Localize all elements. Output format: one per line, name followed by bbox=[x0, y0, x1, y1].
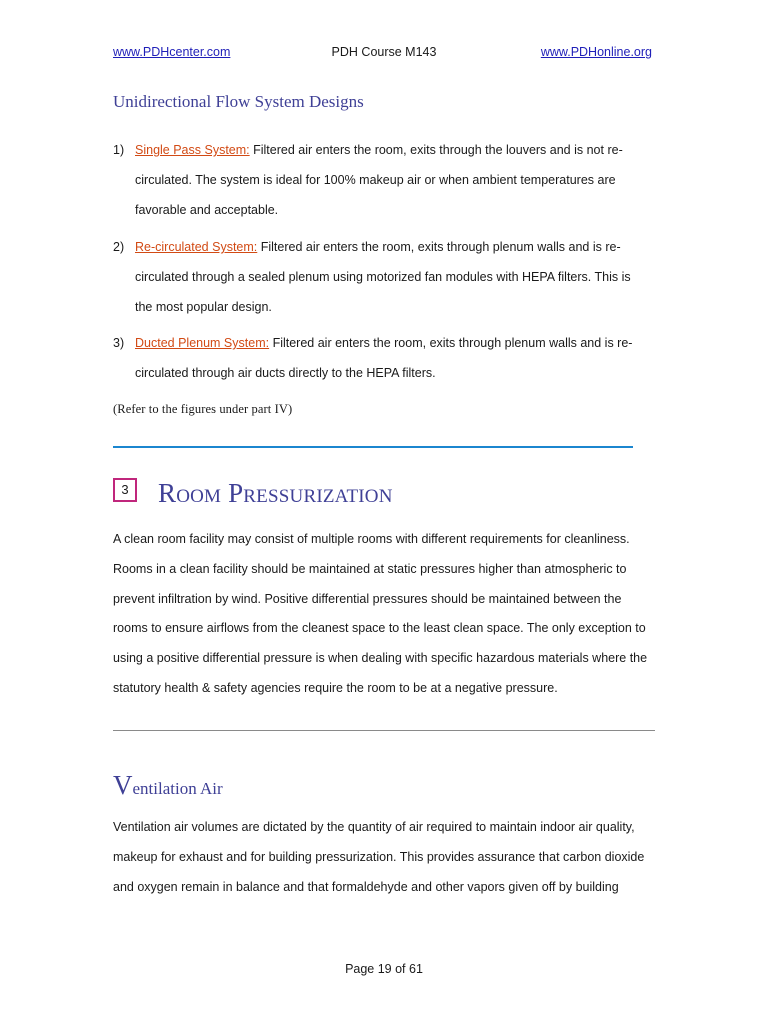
horizontal-divider bbox=[113, 730, 655, 731]
room-pressurization-heading: Room Pressurization bbox=[158, 478, 393, 508]
list-body bbox=[135, 232, 643, 322]
ventilation-air-heading bbox=[113, 770, 223, 801]
page-number: Page 19 of 61 bbox=[345, 962, 423, 976]
room-pressurization-paragraph: A clean room facility may consist of multiple rooms with different requirements for cleanliness. Rooms in a clean facility should be maintained at static pressures higher than atmospheric to prevent infiltration by wind. Positive differential pressures should be maintained between the rooms to ensure airflows from the cleanest space to the least clean space. The only exception to using a positive differential pressure is when dealing with specific hazardous materials where the statutory health & safety agencies require the room to be at a negative pressure. bbox=[113, 532, 648, 695]
list-item bbox=[113, 328, 643, 388]
list-term: Re-circulated System: bbox=[135, 240, 258, 254]
list-text: Filtered air enters the room, exits through plenum walls and is re-circulated through a sealed plenum using motorized fan modules with HEPA filters. This is the most popular design. bbox=[135, 240, 631, 314]
list-body bbox=[135, 135, 643, 225]
heading-rest: entilation Air bbox=[132, 779, 223, 798]
list-term: Single Pass System: bbox=[135, 143, 250, 157]
header-link-pdhonline[interactable] bbox=[541, 45, 652, 59]
section-number-badge: 3 bbox=[113, 478, 137, 502]
list-number: 1) bbox=[113, 143, 125, 157]
header-link-pdhcenter-text[interactable]: www.PDHcenter.com bbox=[113, 45, 231, 59]
figure-reference-note: (Refer to the figures under part IV) bbox=[113, 402, 293, 416]
list-text: Filtered air enters the room, exits through the louvers and is not re-circulated. The system is ideal for 100% makeup air or when ambient temperatures are favorable and acceptable. bbox=[135, 143, 623, 217]
header-link-pdhonline-text[interactable]: www.PDHonline.org bbox=[540, 45, 652, 59]
list-number: 2) bbox=[113, 240, 125, 254]
list-term: Ducted Plenum System: bbox=[135, 336, 270, 350]
list-number: 3) bbox=[113, 336, 125, 350]
section-heading: Unidirectional Flow System Designs bbox=[113, 92, 364, 111]
heading-initial: V bbox=[113, 770, 133, 800]
list-item bbox=[113, 135, 643, 225]
ventilation-air-paragraph: Ventilation air volumes are dictated by the quantity of air required to maintain indoor air quality, makeup for exhaust and for building pressurization. This provides assurance that carbon dioxide and oxygen remain in balance and that formaldehyde and other vapors given off by building bbox=[113, 820, 645, 894]
list-item bbox=[113, 232, 643, 322]
list-body bbox=[135, 328, 643, 388]
section-divider bbox=[113, 446, 633, 448]
header-course-title: PDH Course M143 bbox=[331, 45, 437, 59]
list-text: Filtered air enters the room, exits through plenum walls and is re-circulated through air ducts directly to the HEPA filters. bbox=[135, 336, 633, 380]
